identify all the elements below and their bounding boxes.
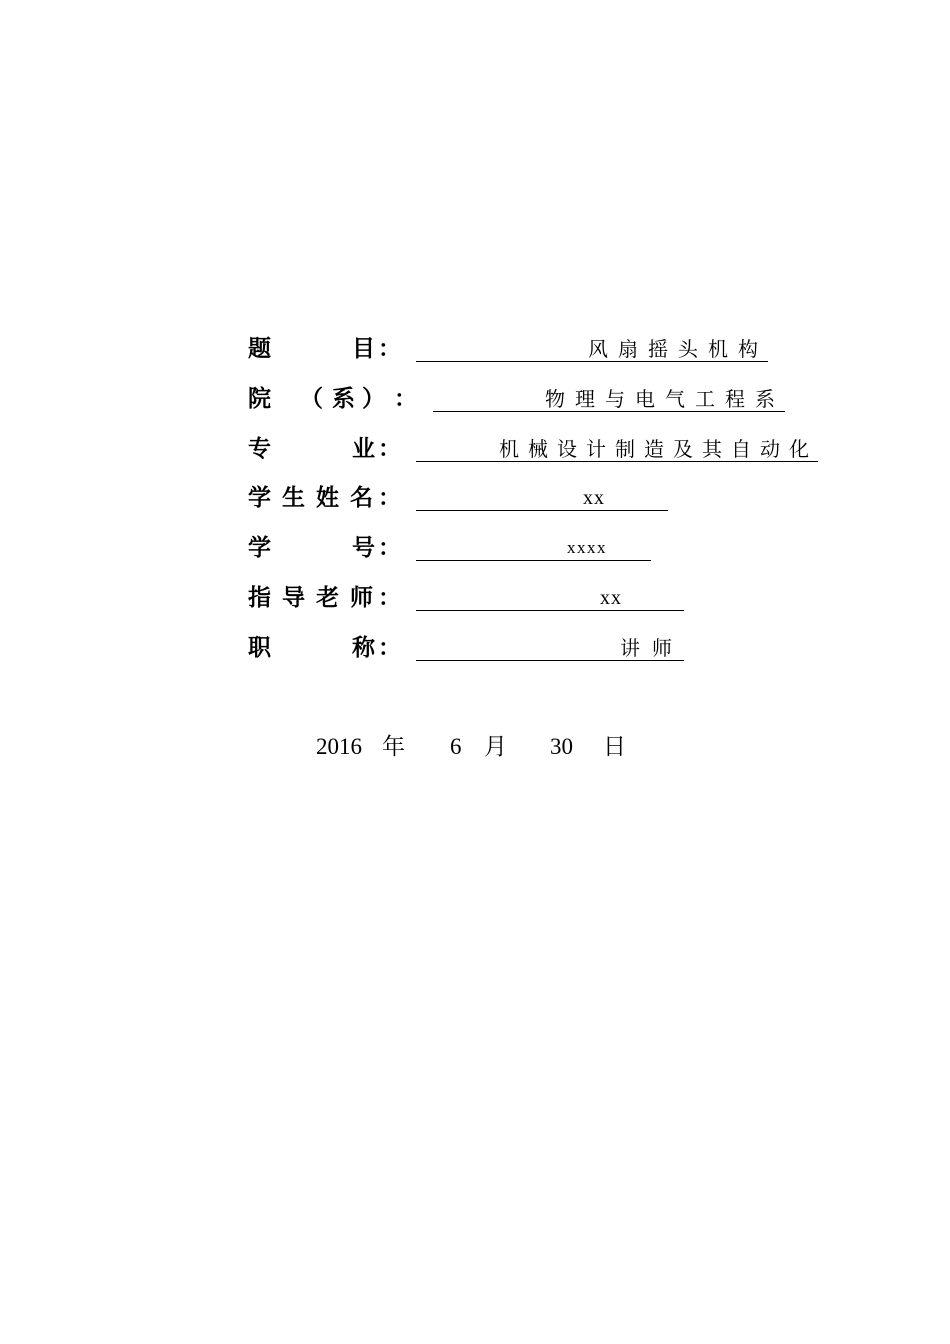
label-char: 目 [352, 336, 375, 362]
field-advisor-label [248, 581, 408, 615]
field-rank-value: 讲师 [416, 635, 684, 661]
label-char: 称 [352, 635, 375, 661]
label-char: 专 [248, 436, 271, 462]
field-advisor-value: xx [416, 585, 684, 611]
label-char: 系 [332, 386, 355, 412]
field-rank-label [248, 631, 408, 665]
field-student-id-value: xxxx [416, 535, 651, 561]
label-char: 学 [248, 485, 271, 511]
label-char: 名 [350, 485, 373, 511]
date-day: 30 [550, 734, 573, 759]
label-char: ： [378, 485, 401, 511]
field-student-name-label [248, 481, 408, 515]
field-department-label [248, 382, 417, 416]
label-char: ） [362, 386, 385, 412]
field-title-label [248, 332, 408, 366]
date-day-unit: 日 [603, 734, 626, 760]
date-year: 2016 [316, 734, 362, 759]
label-char: 老 [316, 585, 339, 611]
label-char: ： [378, 436, 401, 462]
label-char: ： [378, 635, 401, 661]
label-char: 学 [248, 535, 271, 561]
label-char: ： [378, 336, 401, 362]
label-char: 院 [248, 386, 271, 412]
field-department-value: 物理与电气工程系 [433, 386, 785, 412]
label-char: 业 [352, 436, 375, 462]
label-char: ： [378, 585, 401, 611]
date-month: 6 [450, 734, 462, 759]
label-char: 姓 [316, 485, 339, 511]
field-major-value: 机械设计制造及其自动化 [416, 436, 818, 462]
label-char: 生 [282, 485, 305, 511]
label-char: ： [378, 535, 401, 561]
field-student-name-value: xx [416, 485, 668, 511]
label-char: 师 [350, 585, 373, 611]
label-char: ： [394, 386, 417, 412]
field-major-label [248, 432, 408, 466]
label-char: 号 [352, 535, 375, 561]
label-char: 职 [248, 635, 271, 661]
label-char: 题 [248, 336, 271, 362]
field-student-id-label [248, 531, 408, 565]
date-year-unit: 年 [382, 734, 405, 760]
label-char: （ [300, 386, 323, 412]
label-char: 导 [282, 585, 305, 611]
field-title-value: 风扇摇头机构 [416, 336, 768, 362]
date-month-unit: 月 [484, 734, 507, 760]
label-char: 指 [248, 585, 271, 611]
